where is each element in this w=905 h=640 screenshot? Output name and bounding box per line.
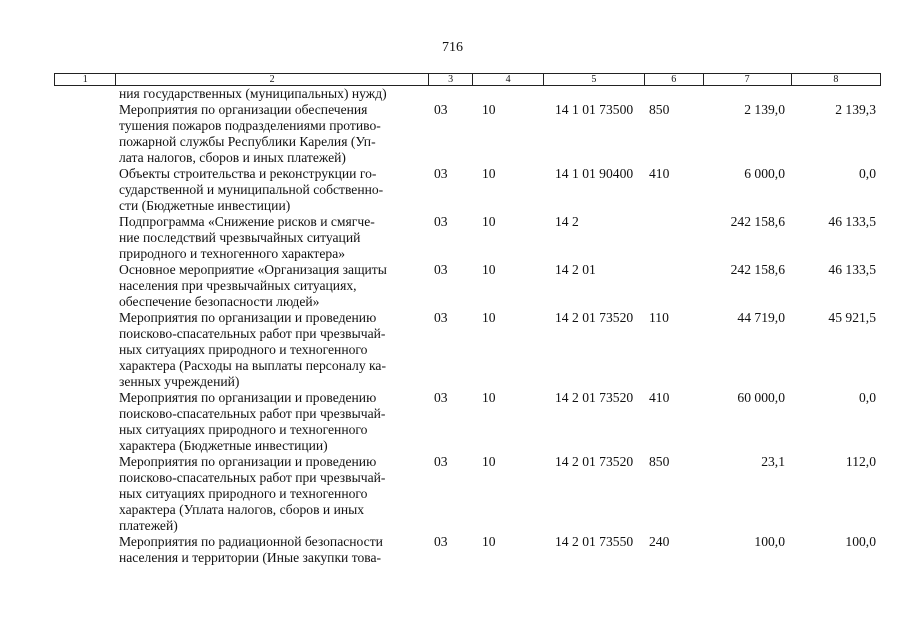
cell-subsection bbox=[474, 86, 544, 102]
cell-subsection: 10 bbox=[482, 214, 496, 229]
cell-section bbox=[430, 86, 474, 102]
cell-subsection: 10 bbox=[482, 390, 496, 405]
budget-table bbox=[54, 73, 881, 566]
cell-col-1 bbox=[54, 86, 116, 102]
table-row bbox=[54, 102, 881, 166]
description-line: Подпрограмма «Снижение рисков и смягче- bbox=[119, 214, 375, 229]
description-line: характера (Расходы на выплаты персоналу ка- bbox=[119, 358, 386, 373]
cell-col-1 bbox=[54, 262, 116, 310]
cell-subsection: 10 bbox=[482, 166, 496, 181]
cell-expense-type: 410 bbox=[649, 166, 670, 181]
description-line: характера (Бюджетные инвестиции) bbox=[119, 438, 328, 453]
cell-subsection: 10 bbox=[482, 310, 496, 325]
cell-amount-col7: 23,1 bbox=[761, 454, 785, 469]
cell-expense-type: 110 bbox=[649, 310, 669, 325]
page-number: 716 bbox=[442, 40, 463, 55]
description-line: населения и территории (Иные закупки това- bbox=[119, 550, 382, 565]
description-line: ных ситуациях природного и техногенного bbox=[119, 422, 368, 437]
cell-amount-col7: 242 158,6 bbox=[730, 214, 785, 229]
description-line: ных ситуациях природного и техногенного bbox=[119, 486, 368, 501]
description-line: ния государственных (муниципальных) нужд) bbox=[119, 86, 387, 101]
cell-amount-col8: 100,0 bbox=[845, 534, 876, 549]
cell-section: 03 bbox=[434, 454, 448, 469]
column-header-2: 2 bbox=[116, 74, 428, 85]
column-header-7: 7 bbox=[704, 74, 792, 85]
table-row bbox=[54, 390, 881, 454]
cell-col-1 bbox=[54, 166, 116, 214]
cell-expense-type: 850 bbox=[649, 102, 670, 117]
description-line: Мероприятия по организации обеспечения bbox=[119, 102, 368, 117]
description-line: сударственной и муниципальной собственно- bbox=[119, 182, 384, 197]
cell-target-article: 14 2 bbox=[555, 214, 579, 229]
table-row bbox=[54, 86, 881, 102]
cell-target-article: 14 2 01 73550 bbox=[555, 534, 634, 549]
description-line: платежей) bbox=[119, 518, 178, 533]
cell-subsection: 10 bbox=[482, 454, 496, 469]
description-line: пожарной службы Республики Карелия (Уп- bbox=[119, 134, 376, 149]
cell-subsection: 10 bbox=[482, 262, 496, 277]
description-line: ных ситуациях природного и техногенного bbox=[119, 342, 368, 357]
cell-target-article: 14 2 01 73520 bbox=[555, 390, 634, 405]
cell-description bbox=[116, 454, 430, 534]
cell-amount-col8: 0,0 bbox=[859, 390, 876, 405]
cell-amount-col7: 2 139,0 bbox=[744, 102, 785, 117]
cell-amount-col8: 46 133,5 bbox=[828, 214, 876, 229]
column-header-4: 4 bbox=[473, 74, 543, 85]
cell-description bbox=[116, 102, 430, 166]
description-line: ние последствий чрезвычайных ситуаций bbox=[119, 230, 361, 245]
table-row bbox=[54, 310, 881, 390]
description-line: Мероприятия по организации и проведению bbox=[119, 454, 377, 469]
cell-amount-col8: 0,0 bbox=[859, 166, 876, 181]
description-line: Объекты строительства и реконструкции го- bbox=[119, 166, 377, 181]
column-header-3: 3 bbox=[429, 74, 474, 85]
table-row bbox=[54, 534, 881, 566]
description-line: Мероприятия по организации и проведению bbox=[119, 310, 377, 325]
description-line: природного и техногенного характера» bbox=[119, 246, 346, 261]
cell-expense-type bbox=[645, 214, 703, 262]
cell-description bbox=[116, 262, 430, 310]
cell-amount-col7: 44 719,0 bbox=[737, 310, 785, 325]
description-line: обеспечение безопасности людей» bbox=[119, 294, 320, 309]
description-line: поисково-спасательных работ при чрезвычай- bbox=[119, 470, 386, 485]
cell-section: 03 bbox=[434, 534, 448, 549]
table-row bbox=[54, 262, 881, 310]
cell-expense-type: 240 bbox=[649, 534, 670, 549]
description-line: населения при чрезвычайных ситуациях, bbox=[119, 278, 357, 293]
cell-subsection: 10 bbox=[482, 534, 496, 549]
cell-expense-type bbox=[645, 86, 703, 102]
cell-description bbox=[116, 86, 430, 102]
cell-expense-type bbox=[645, 262, 703, 310]
cell-amount-col8: 46 133,5 bbox=[828, 262, 876, 277]
cell-amount-col8 bbox=[791, 86, 880, 102]
cell-section: 03 bbox=[434, 310, 448, 325]
description-line: поисково-спасательных работ при чрезвычай- bbox=[119, 406, 386, 421]
description-line: Основное мероприятие «Организация защиты bbox=[119, 262, 387, 277]
description-line: сти (Бюджетные инвестиции) bbox=[119, 198, 291, 213]
description-line: зенных учреждений) bbox=[119, 374, 240, 389]
table-row bbox=[54, 454, 881, 534]
cell-description bbox=[116, 534, 430, 566]
cell-col-1 bbox=[54, 534, 116, 566]
cell-target-article: 14 2 01 73520 bbox=[555, 454, 634, 469]
cell-expense-type: 410 bbox=[649, 390, 670, 405]
cell-section: 03 bbox=[434, 214, 448, 229]
cell-amount-col7: 100,0 bbox=[754, 534, 785, 549]
cell-amount-col7: 6 000,0 bbox=[744, 166, 785, 181]
column-header-1: 1 bbox=[55, 74, 116, 85]
table-body bbox=[54, 86, 881, 566]
cell-description bbox=[116, 310, 430, 390]
table-row bbox=[54, 214, 881, 262]
column-header-8: 8 bbox=[833, 74, 839, 85]
column-header-6: 6 bbox=[645, 74, 704, 85]
cell-target-article bbox=[544, 86, 645, 102]
cell-amount-col7 bbox=[703, 86, 791, 102]
cell-col-1 bbox=[54, 310, 116, 390]
cell-description bbox=[116, 214, 430, 262]
cell-col-1 bbox=[54, 214, 116, 262]
description-line: Мероприятия по организации и проведению bbox=[119, 390, 377, 405]
cell-col-1 bbox=[54, 102, 116, 166]
cell-amount-col7: 60 000,0 bbox=[737, 390, 785, 405]
description-line: Мероприятия по радиационной безопасности bbox=[119, 534, 383, 549]
cell-description bbox=[116, 166, 430, 214]
cell-target-article: 14 1 01 73500 bbox=[555, 102, 634, 117]
cell-expense-type: 850 bbox=[649, 454, 670, 469]
cell-description bbox=[116, 390, 430, 454]
table-row bbox=[54, 166, 881, 214]
cell-section: 03 bbox=[434, 390, 448, 405]
cell-section: 03 bbox=[434, 102, 448, 117]
cell-col-1 bbox=[54, 454, 116, 534]
cell-target-article: 14 1 01 90400 bbox=[555, 166, 634, 181]
cell-target-article: 14 2 01 73520 bbox=[555, 310, 634, 325]
cell-amount-col8: 2 139,3 bbox=[835, 102, 876, 117]
column-header-5: 5 bbox=[544, 74, 645, 85]
cell-section: 03 bbox=[434, 166, 448, 181]
cell-amount-col8: 112,0 bbox=[845, 454, 876, 469]
cell-target-article: 14 2 01 bbox=[555, 262, 596, 277]
description-line: тушения пожаров подразделениями противо- bbox=[119, 118, 381, 133]
cell-col-1 bbox=[54, 390, 116, 454]
description-line: характера (Уплата налогов, сборов и иных bbox=[119, 502, 365, 517]
description-line: поисково-спасательных работ при чрезвычай- bbox=[119, 326, 386, 341]
table-header-row bbox=[54, 73, 881, 86]
description-line: лата налогов, сборов и иных платежей) bbox=[119, 150, 346, 165]
cell-amount-col7: 242 158,6 bbox=[730, 262, 785, 277]
cell-section: 03 bbox=[434, 262, 448, 277]
cell-subsection: 10 bbox=[482, 102, 496, 117]
cell-amount-col8: 45 921,5 bbox=[828, 310, 876, 325]
